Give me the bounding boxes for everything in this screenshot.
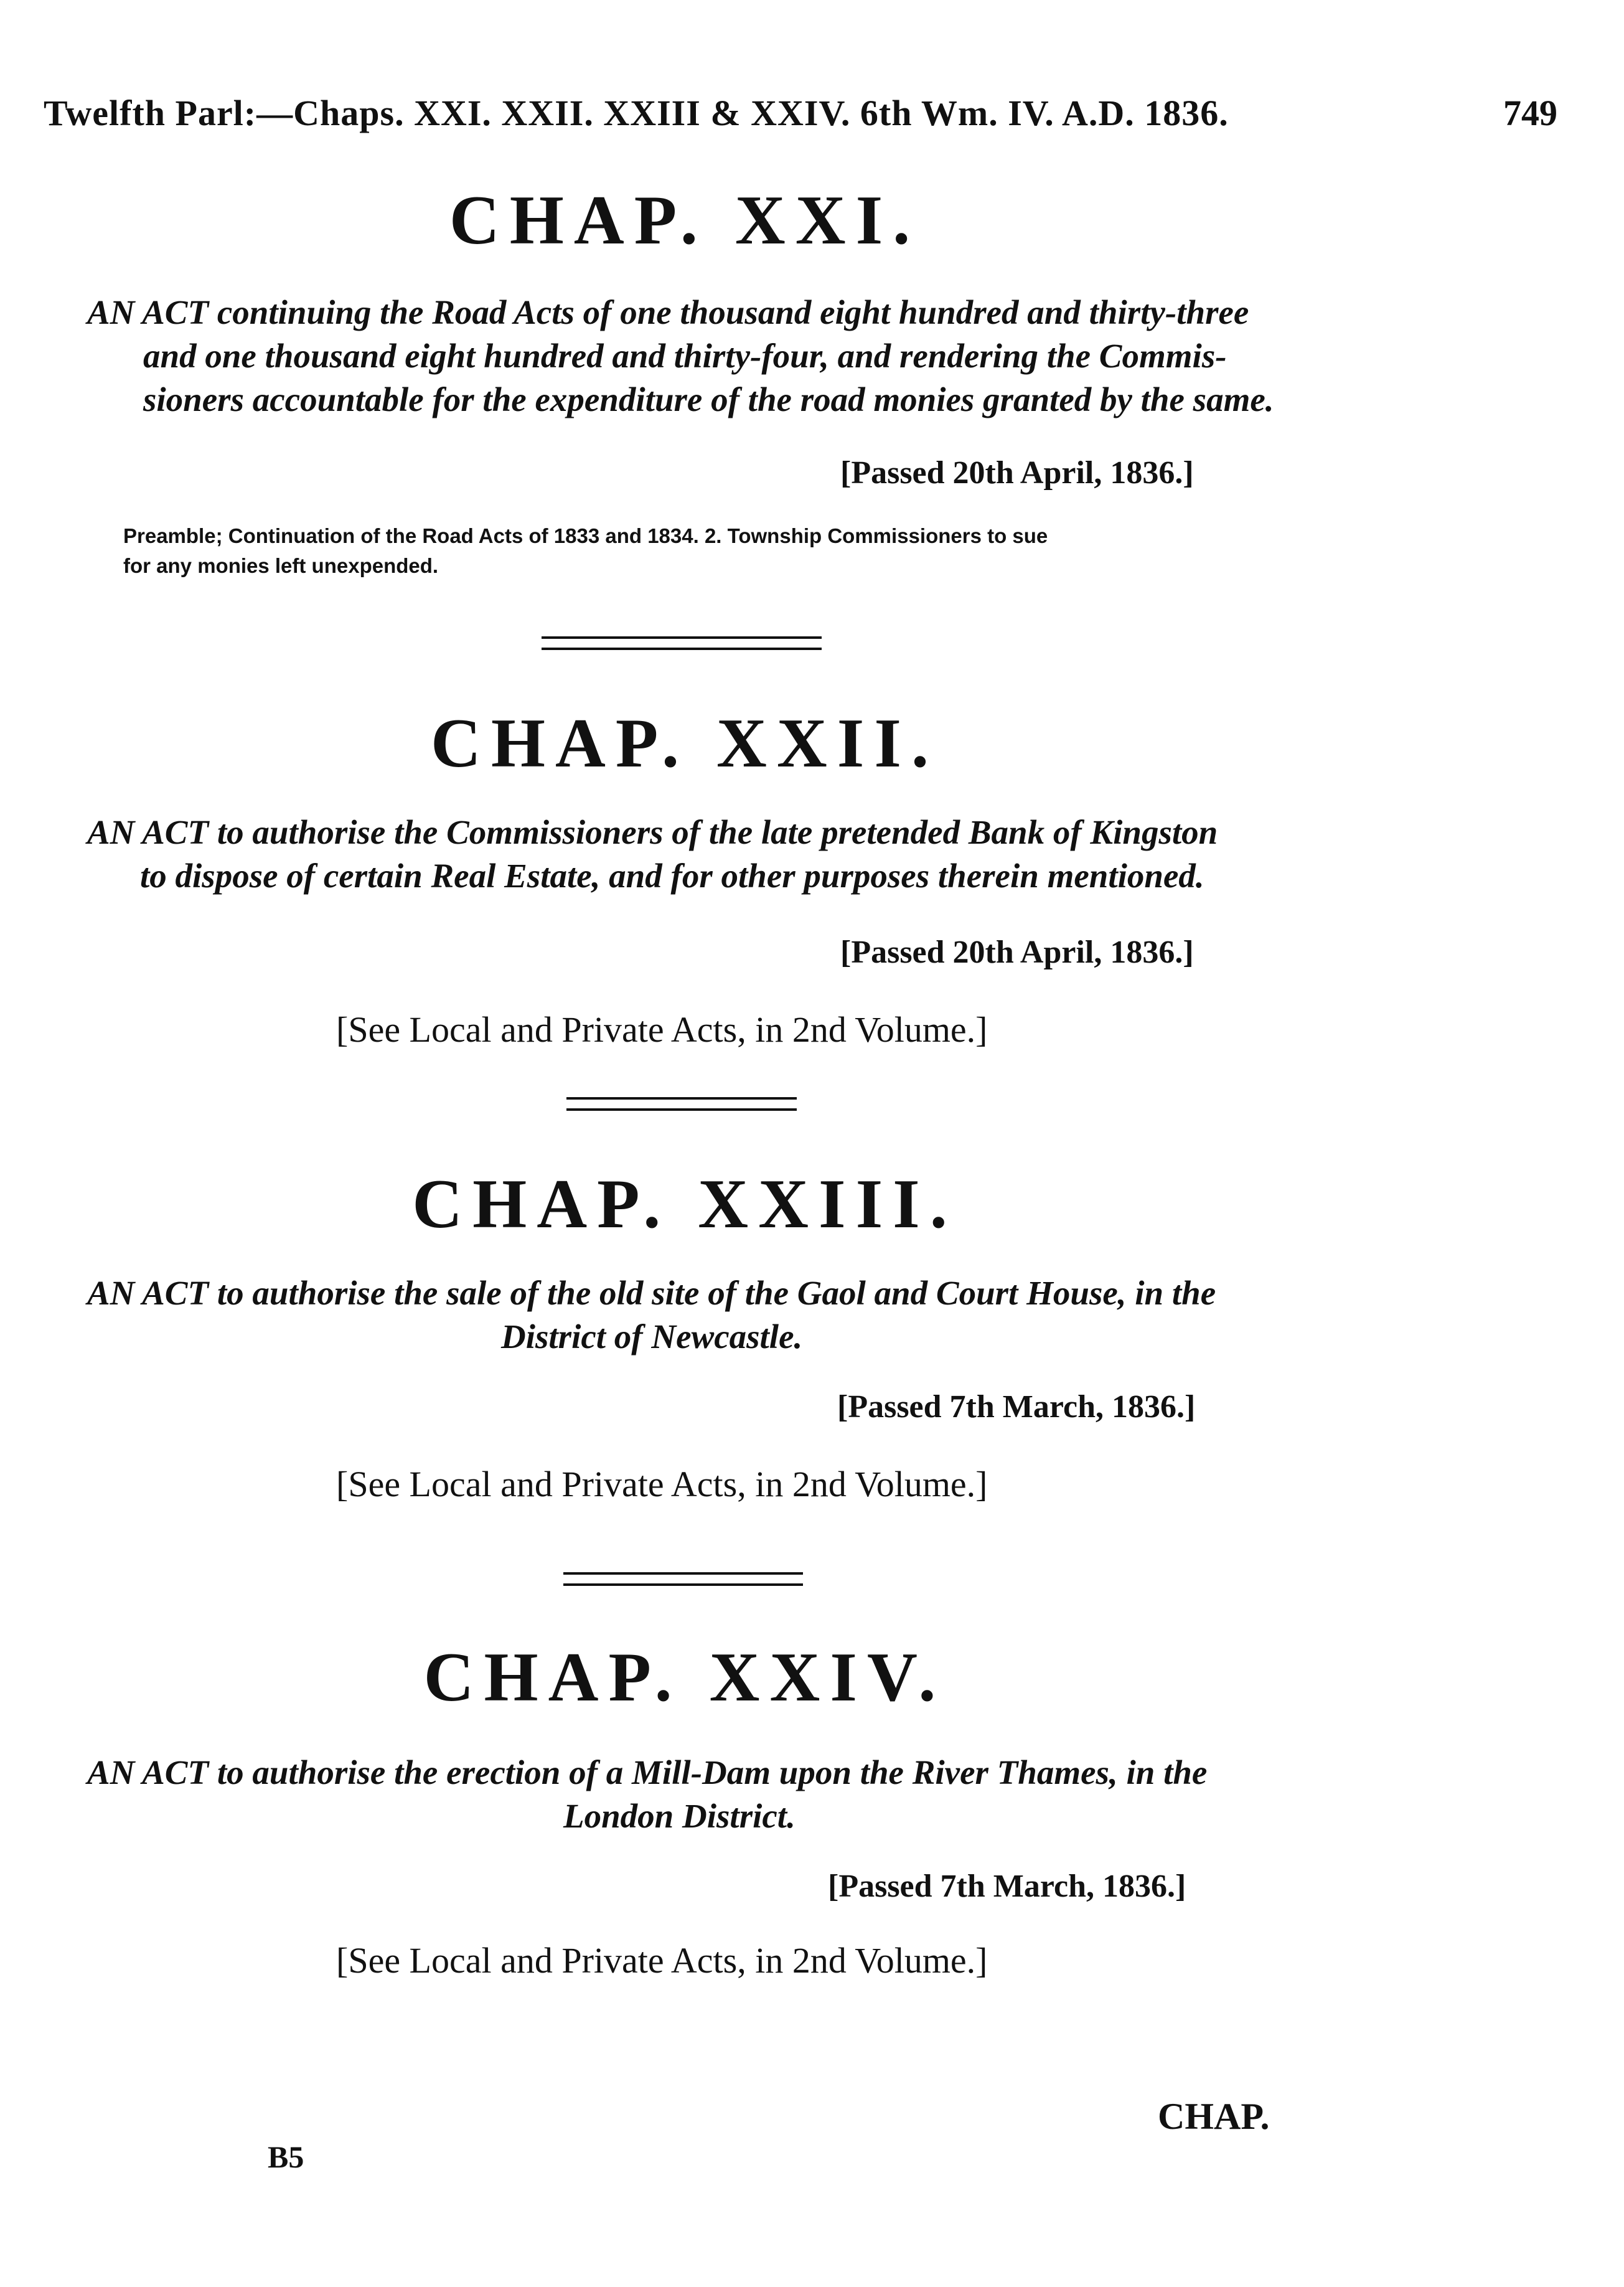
chapter-heading-xxiv: CHAP. XXIV. xyxy=(423,1639,946,1716)
passed-date: [Passed 7th March, 1836.] xyxy=(837,1389,1196,1425)
act-title-line: AN ACT to authorise the sale of the old site of the Gaol and Court House, in the xyxy=(87,1274,1216,1312)
act-title-line: and one thousand eight hundred and thirty-four, and rendering the Commis- xyxy=(143,337,1227,375)
passed-date: [Passed 7th March, 1836.] xyxy=(828,1869,1186,1904)
chapter-heading-xxi: CHAP. XXI. xyxy=(449,182,921,259)
marginal-note: Preamble; Continuation of the Road Acts of 1833 and 1834. 2. Township Commissioners to sue xyxy=(123,524,1048,547)
chapter-heading-xxiii: CHAP. XXIII. xyxy=(412,1166,957,1243)
passed-date: [Passed 20th April, 1836.] xyxy=(840,935,1194,970)
act-title-line: AN ACT continuing the Road Acts of one thousand eight hundred and thirty-three xyxy=(87,293,1249,331)
section-rule xyxy=(542,636,822,650)
act-title-line: to dispose of certain Real Estate, and for other purposes therein mentioned. xyxy=(140,857,1204,895)
passed-date: [Passed 20th April, 1836.] xyxy=(840,455,1194,491)
act-title-line: AN ACT to authorise the Commissioners of the late pretended Bank of Kingston xyxy=(87,813,1218,851)
section-rule xyxy=(563,1572,803,1586)
act-title-line: District of Newcastle. xyxy=(501,1318,803,1356)
chapter-heading-xxii: CHAP. XXII. xyxy=(431,705,939,782)
running-head: Twelfth Parl:—Chaps. XXI. XXII. XXIII & XXIV. 6th Wm. IV. A.D. 1836. xyxy=(44,93,1229,133)
section-rule xyxy=(566,1097,797,1111)
see-note: [See Local and Private Acts, in 2nd Volume.] xyxy=(336,1009,988,1050)
marginal-note: for any monies left unexpended. xyxy=(123,554,439,577)
act-title-line: London District. xyxy=(563,1797,796,1835)
page-number: 749 xyxy=(1503,93,1557,133)
see-note: [See Local and Private Acts, in 2nd Volume.] xyxy=(336,1464,988,1504)
catchword: CHAP. xyxy=(1158,2096,1270,2137)
act-title-line: sioners accountable for the expenditure of the road monies granted by the same. xyxy=(143,380,1274,418)
signature-mark: B5 xyxy=(268,2139,304,2174)
see-note: [See Local and Private Acts, in 2nd Volume.] xyxy=(336,1940,988,1981)
act-title-line: AN ACT to authorise the erection of a Mill-Dam upon the River Thames, in the xyxy=(87,1753,1208,1791)
